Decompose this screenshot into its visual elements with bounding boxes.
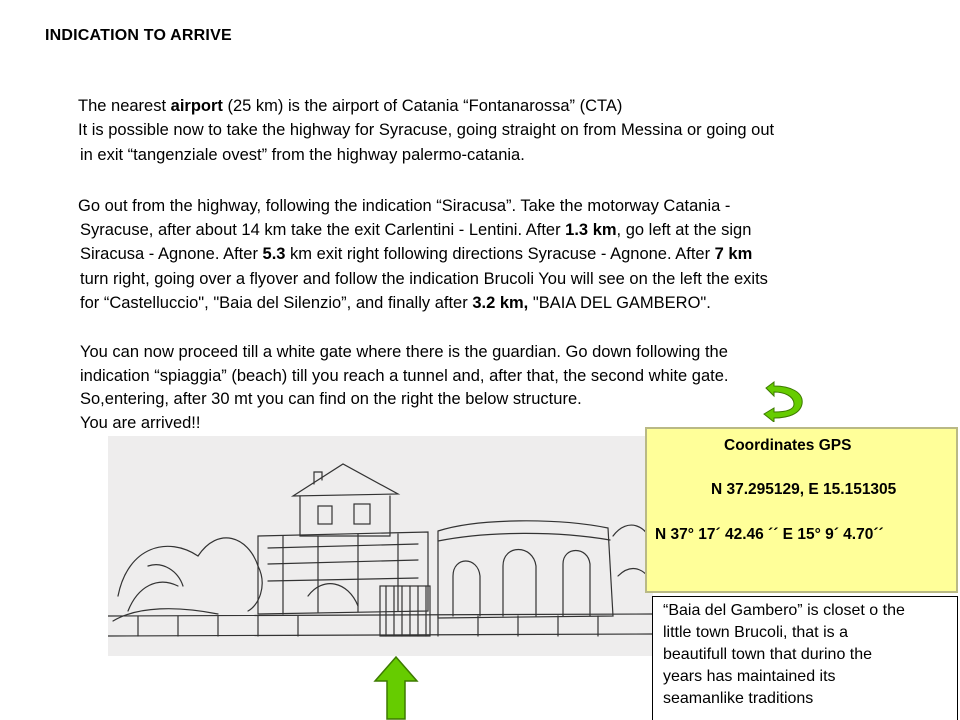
- text-bold: airport: [170, 97, 223, 115]
- para1-line1: [78, 96, 622, 116]
- text: Syracuse, after about 14 km take the exit Carlentini - Lentini. After: [80, 221, 566, 239]
- gps-decimal: N 37.295129, E 15.151305: [711, 481, 897, 498]
- gps-coordinates-box: [645, 427, 958, 593]
- para1-line3: in exit “tangenziale ovest” from the highway palermo-catania.: [80, 146, 525, 164]
- text: The nearest: [78, 97, 171, 115]
- note-line: “Baia del Gambero” is closet o the: [663, 602, 905, 619]
- note-line: beautifull town that durino the: [663, 646, 873, 663]
- para2-line3: [80, 244, 752, 264]
- note-line: little town Brucoli, that is a: [663, 624, 848, 641]
- text: (25 km) is the airport of Catania “Fontanarossa” (CTA): [222, 97, 623, 115]
- green-up-arrow-icon: [373, 655, 419, 720]
- description-note: [652, 596, 958, 720]
- para2-line4: turn right, going over a flyover and follow the indication Brucoli You will see on the left the exits: [80, 270, 768, 288]
- para2-line2: [80, 220, 751, 240]
- text-bold: 1.3 km: [565, 221, 617, 239]
- para3-line4: You are arrived!!: [80, 414, 201, 432]
- note-line: seamanlike traditions: [663, 690, 814, 707]
- text-bold: 7 km: [714, 245, 753, 263]
- text: for “Castelluccio", "Baia del Silenzio”, and finally after: [80, 294, 473, 312]
- text: Siracusa - Agnone. After: [80, 245, 263, 263]
- gps-heading: Coordinates GPS: [724, 437, 852, 454]
- text-bold: 3.2 km,: [472, 294, 529, 312]
- para3-line2: indication “spiaggia” (beach) till you reach a tunnel and, after that, the second white gate.: [80, 367, 729, 385]
- para2-line1: Go out from the highway, following the indication “Siracusa”. Take the motorway Catania -: [78, 197, 731, 215]
- para3-line3: So,entering, after 30 mt you can find on the right the below structure.: [80, 390, 582, 408]
- house-sketch-drawing: [108, 436, 653, 656]
- text: km exit right following directions Syracuse - Agnone. After: [285, 245, 715, 263]
- para2-line5: [80, 293, 711, 313]
- para1-line2: It is possible now to take the highway for Syracuse, going straight on from Messina or going out: [78, 121, 775, 139]
- text: "BAIA DEL GAMBERO".: [528, 294, 711, 312]
- text: , go left at the sign: [616, 221, 752, 239]
- sketch-svg: [108, 436, 653, 656]
- page-title: INDICATION TO ARRIVE: [45, 27, 232, 44]
- text-bold: 5.3: [262, 245, 286, 263]
- gps-dms: N 37° 17´ 42.46 ´´ E 15° 9´ 4.70´´: [655, 526, 884, 543]
- note-line: years has maintained its: [663, 668, 836, 685]
- green-curved-arrow-icon: [760, 380, 808, 422]
- para3-line1: You can now proceed till a white gate where there is the guardian. Go down following the: [80, 343, 728, 361]
